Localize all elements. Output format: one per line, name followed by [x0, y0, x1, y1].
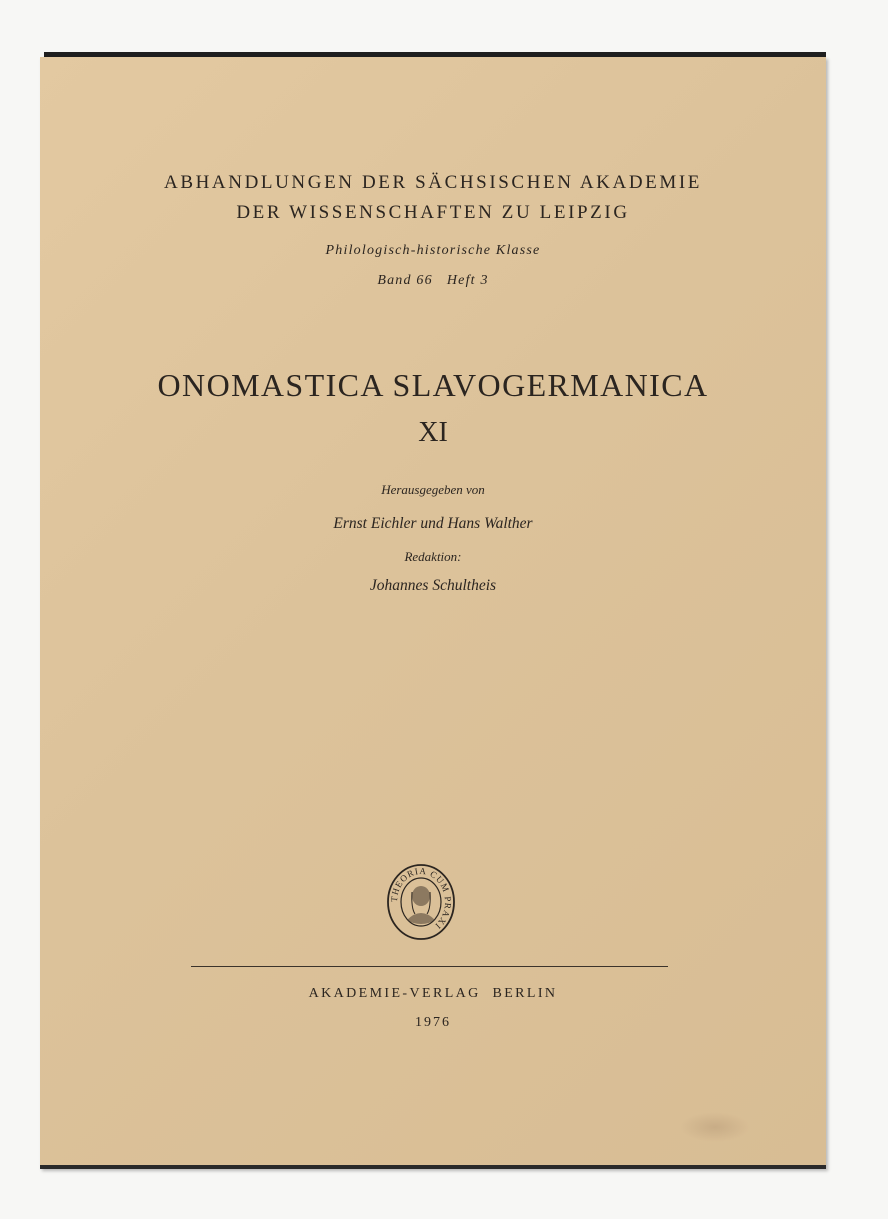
editors-names: Ernst Eichler und Hans Walther: [333, 515, 533, 532]
section-name: Philologisch-historische Klasse: [325, 243, 541, 258]
redaction-label: Redaktion:: [404, 549, 462, 564]
volume-info: Band 66 Heft 3: [377, 273, 489, 288]
cover-stain: [680, 1112, 750, 1142]
publication-year: 1976: [415, 1015, 451, 1030]
book-title: ONOMASTICA SLAVOGERMANICA: [157, 367, 709, 403]
publisher-name: AKADEMIE-VERLAG BERLIN: [308, 986, 558, 1001]
book-volume-number: XI: [418, 417, 448, 448]
series-title-line-2: DER WISSENSCHAFTEN ZU LEIPZIG: [236, 202, 630, 223]
seal-text: THEORIA CUM PRAXI: [388, 865, 454, 932]
book-cover: [40, 57, 826, 1169]
divider-rule: [191, 966, 668, 967]
editors-label: Herausgegeben von: [381, 482, 485, 497]
series-title-line-1: ABHANDLUNGEN DER SÄCHSISCHEN AKADEMIE: [164, 172, 702, 193]
redactor-name: Johannes Schultheis: [369, 577, 497, 594]
publisher-seal-icon: [385, 862, 457, 942]
